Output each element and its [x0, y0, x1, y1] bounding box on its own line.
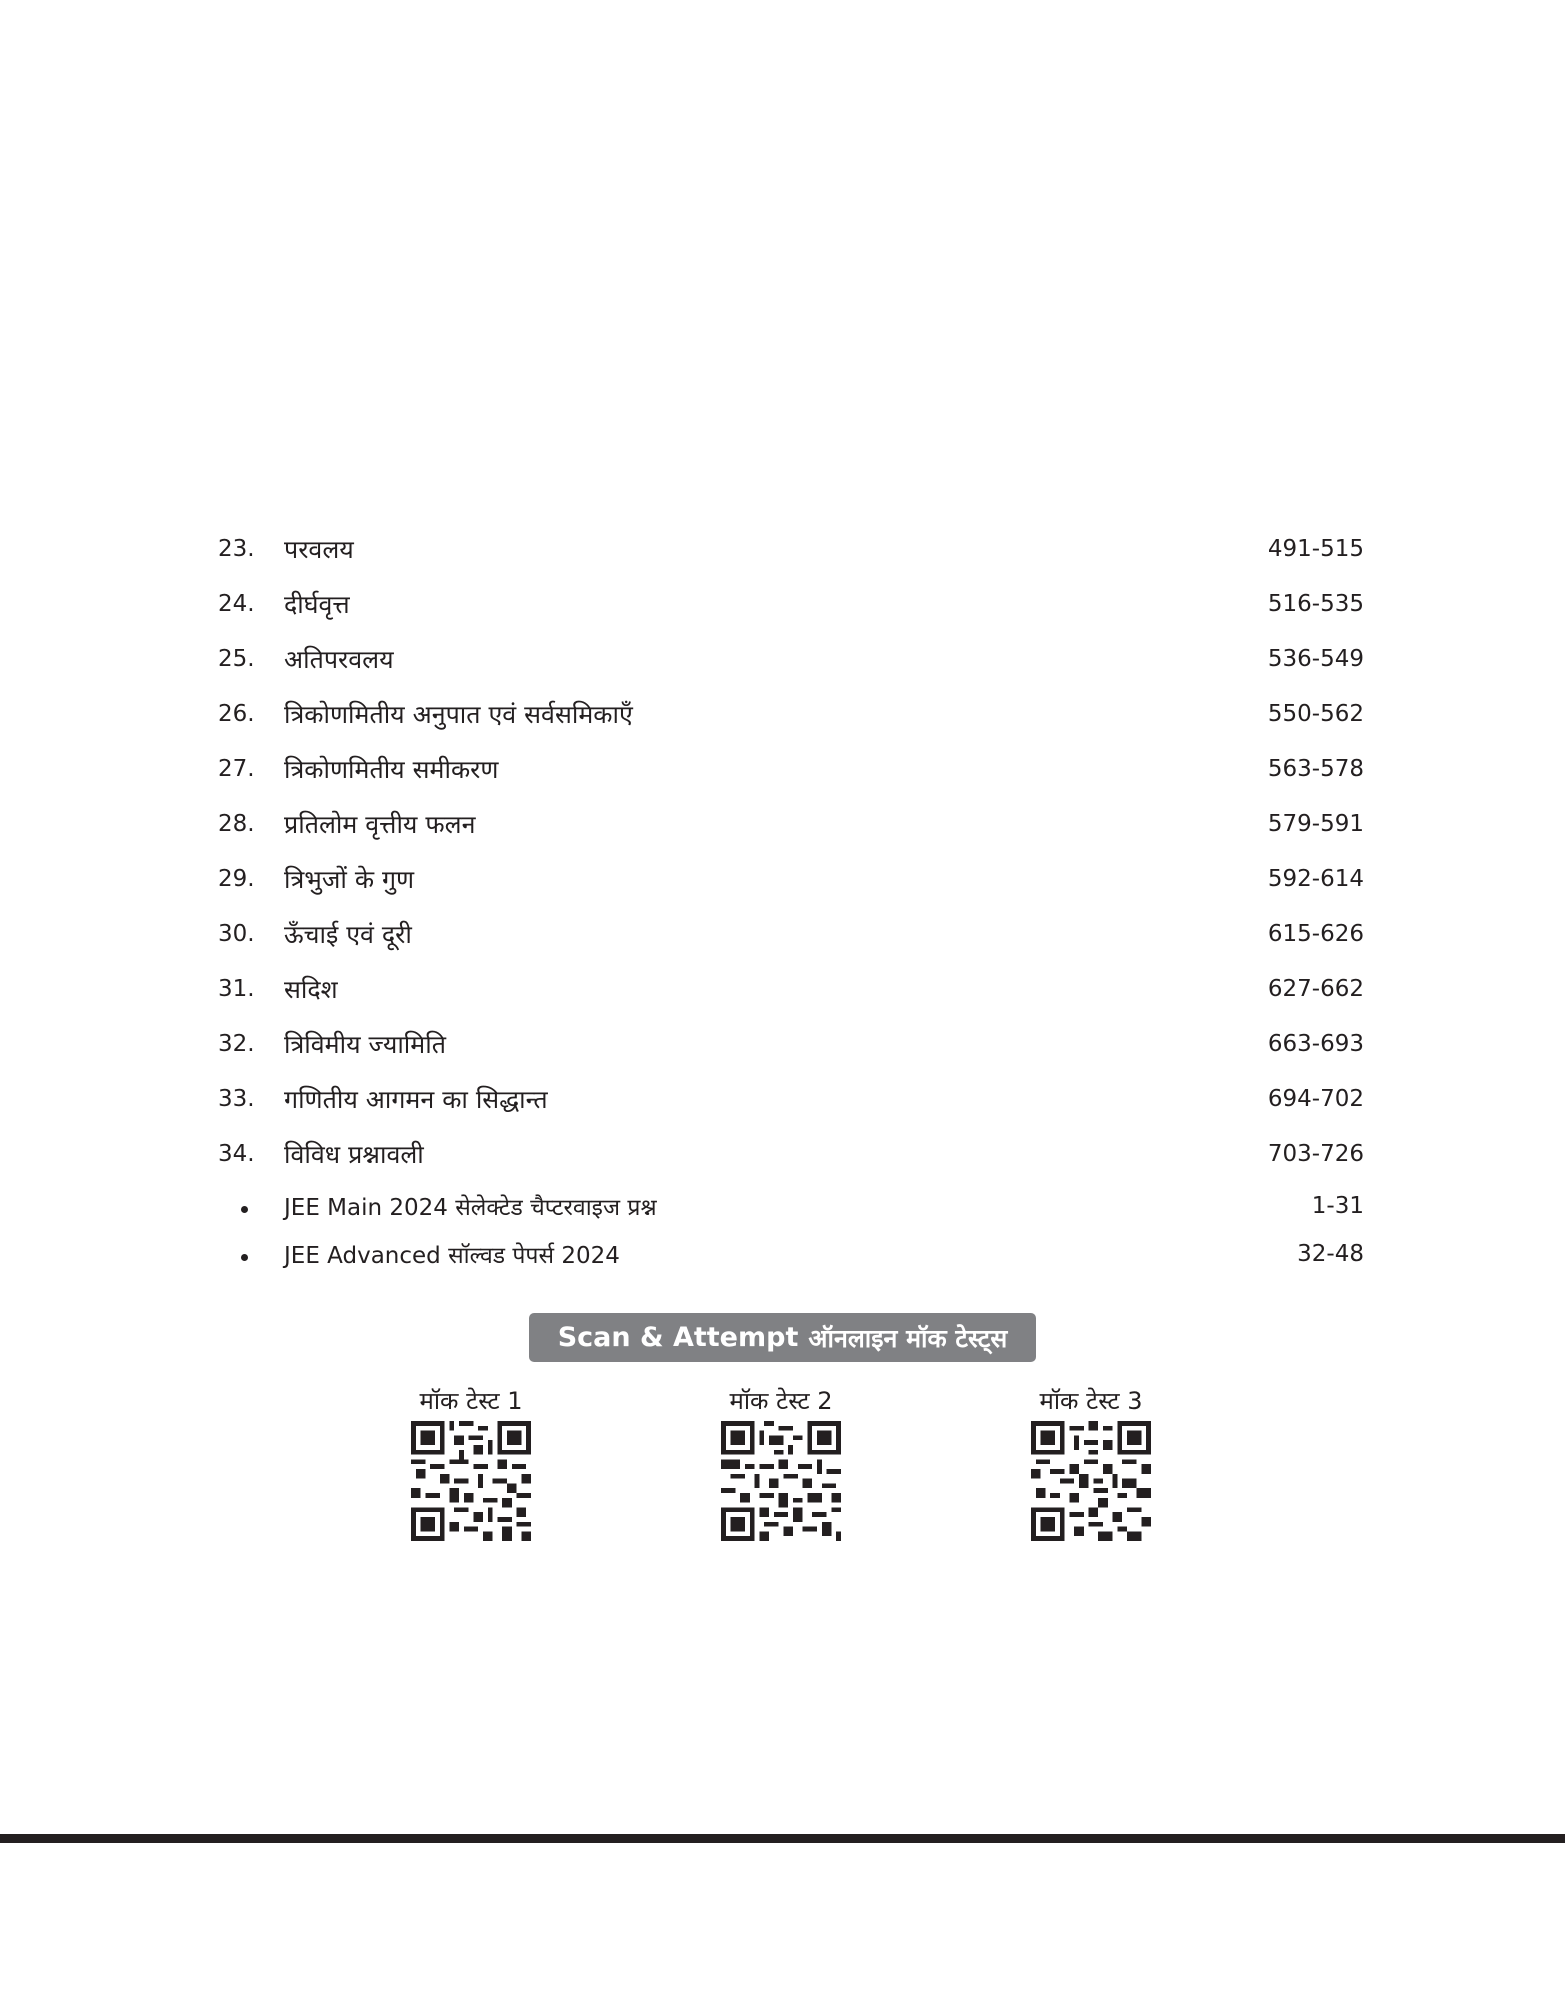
mock-test-label: मॉक टेस्ट 2	[729, 1387, 833, 1415]
mock-test-3[interactable]	[1016, 1383, 1166, 1541]
chapter-pages: 615-626	[1267, 920, 1364, 947]
qr-code-icon[interactable]	[411, 1421, 531, 1541]
chapter-title: ऊँचाई एवं दूरी	[284, 919, 412, 949]
mock-tests-row	[0, 1383, 1565, 1553]
mock-test-1[interactable]	[396, 1383, 546, 1541]
chapter-number: 33.	[218, 1085, 255, 1112]
chapter-number: 25.	[218, 645, 255, 672]
table-of-contents	[218, 521, 1366, 1181]
chapter-pages: 694-702	[1267, 1085, 1364, 1112]
scan-attempt-banner	[529, 1313, 1036, 1362]
chapter-pages: 550-562	[1267, 700, 1364, 727]
chapter-number: 26.	[218, 700, 255, 727]
toc-row[interactable]	[218, 796, 1366, 851]
toc-row[interactable]	[218, 851, 1366, 906]
bullet-icon	[218, 1242, 284, 1267]
chapter-pages: 703-726	[1267, 1140, 1364, 1167]
chapter-pages: 563-578	[1267, 755, 1364, 782]
chapter-title: गणितीय आगमन का सिद्धान्त	[284, 1084, 548, 1114]
extras-list	[218, 1182, 1366, 1278]
chapter-title: त्रिभुजों के गुण	[284, 864, 415, 894]
chapter-number: 27.	[218, 755, 255, 782]
scan-banner-rest: ऑनलाइन मॉक टेस्ट्स	[808, 1323, 1008, 1353]
chapter-number: 34.	[218, 1140, 255, 1167]
chapter-number: 28.	[218, 810, 255, 837]
chapter-pages: 627-662	[1267, 975, 1364, 1002]
mock-test-2[interactable]	[706, 1383, 856, 1541]
chapter-title: त्रिविमीय ज्यामिति	[284, 1029, 446, 1059]
chapter-number: 23.	[218, 535, 255, 562]
toc-row[interactable]	[218, 521, 1366, 576]
chapter-number: 24.	[218, 590, 255, 617]
bullet-icon	[218, 1194, 284, 1219]
chapter-title: त्रिकोणमितीय अनुपात एवं सर्वसमिकाएँ	[284, 699, 633, 729]
qr-code-icon[interactable]	[721, 1421, 841, 1541]
chapter-pages: 663-693	[1267, 1030, 1364, 1057]
chapter-title: अतिपरवलय	[284, 644, 394, 674]
extras-pages: 1-31	[1311, 1193, 1364, 1219]
extras-title: JEE Advanced सॉल्वड पेपर्स 2024	[284, 1243, 620, 1269]
toc-row[interactable]	[218, 741, 1366, 796]
chapter-title: दीर्घवृत्त	[284, 589, 350, 619]
chapter-number: 31.	[218, 975, 255, 1002]
toc-row[interactable]	[218, 1071, 1366, 1126]
chapter-title: परवलय	[284, 534, 354, 564]
toc-row[interactable]	[218, 576, 1366, 631]
scan-banner-strong: Scan & Attempt	[557, 1322, 799, 1353]
qr-code-icon[interactable]	[1031, 1421, 1151, 1541]
toc-row[interactable]	[218, 1016, 1366, 1071]
chapter-number: 30.	[218, 920, 255, 947]
chapter-pages: 579-591	[1267, 810, 1364, 837]
extras-title: JEE Main 2024 सेलेक्टेड चैप्टरवाइज प्रश्न	[284, 1195, 657, 1221]
chapter-pages: 536-549	[1267, 645, 1364, 672]
toc-row[interactable]	[218, 1126, 1366, 1181]
chapter-pages: 491-515	[1267, 535, 1364, 562]
chapter-pages: 592-614	[1267, 865, 1364, 892]
extras-pages: 32-48	[1297, 1241, 1364, 1267]
mock-test-label: मॉक टेस्ट 1	[419, 1387, 523, 1415]
chapter-title: प्रतिलोम वृत्तीय फलन	[284, 809, 476, 839]
extras-row[interactable]	[218, 1230, 1366, 1278]
chapter-title: त्रिकोणमितीय समीकरण	[284, 754, 499, 784]
extras-row[interactable]	[218, 1182, 1366, 1230]
toc-row[interactable]	[218, 686, 1366, 741]
toc-row[interactable]	[218, 631, 1366, 686]
toc-row[interactable]	[218, 906, 1366, 961]
chapter-title: विविध प्रश्नावली	[284, 1139, 424, 1169]
footer-rule	[0, 1834, 1565, 1843]
chapter-title: सदिश	[284, 974, 338, 1004]
chapter-number: 32.	[218, 1030, 255, 1057]
mock-test-label: मॉक टेस्ट 3	[1039, 1387, 1143, 1415]
toc-row[interactable]	[218, 961, 1366, 1016]
chapter-pages: 516-535	[1267, 590, 1364, 617]
chapter-number: 29.	[218, 865, 255, 892]
